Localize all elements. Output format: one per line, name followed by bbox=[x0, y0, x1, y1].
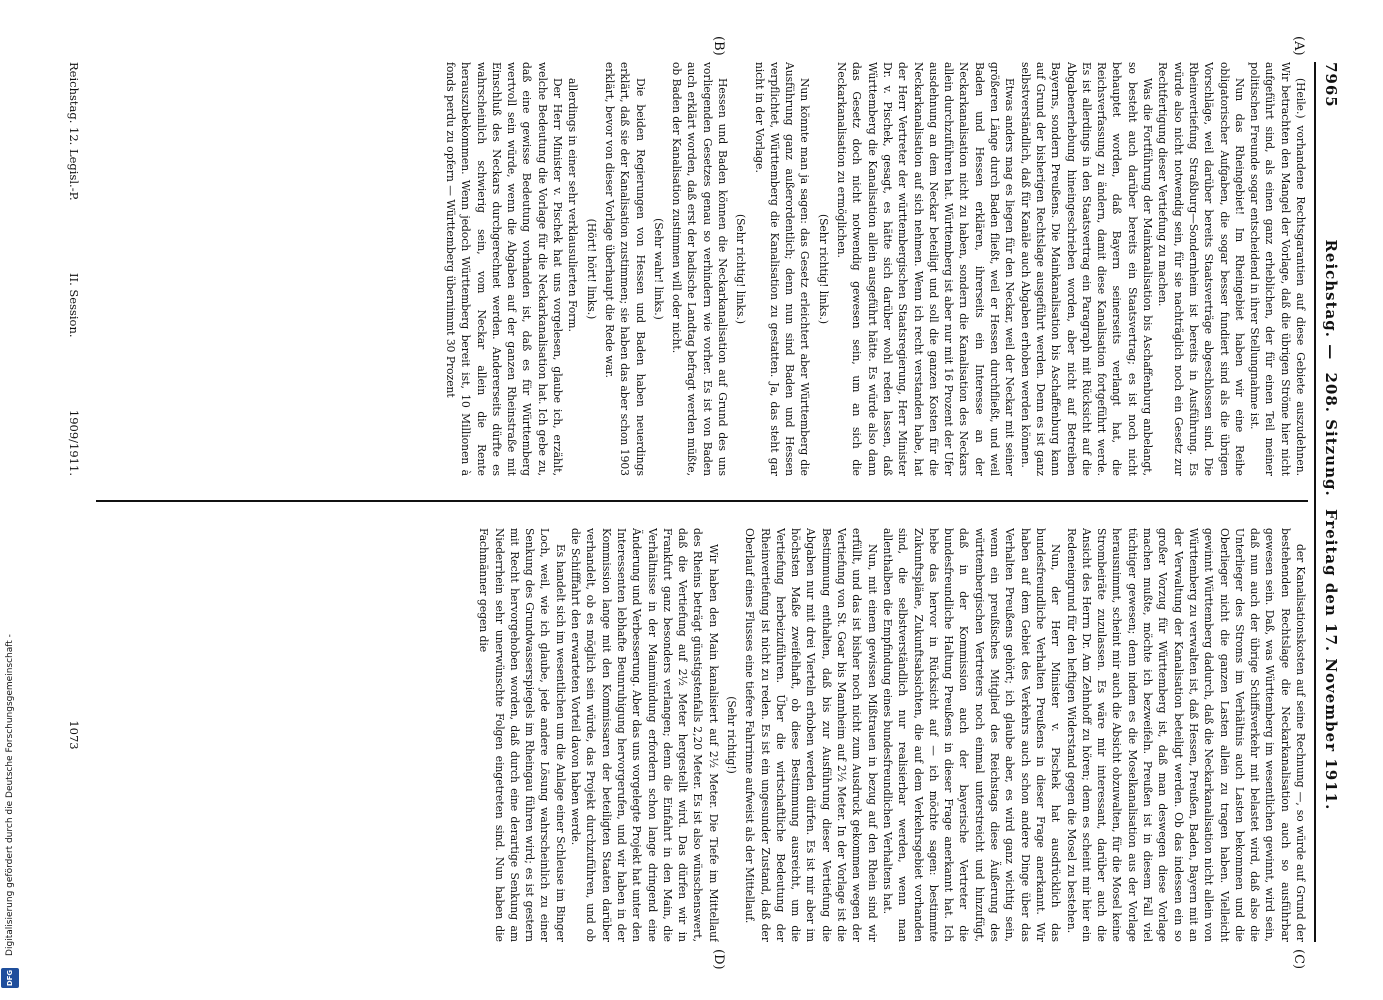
paragraph: Der Herr Minister v. Pischek hat uns vorgelesen, glaube ich, erzählt, welche Bedeutung die Vorlage für die Neckarkanalisation hat. Ich gebe zu, daß eine gewisse Bedeutung vorhanden ist, daß es für Württemberg wertvoll sein würde, wenn die Abgaben auf der ganzen Rheinstraße mit Einschluß des Neckars durchgerechnet werden. Andererseits dürfte es wahrscheinlich schwierig sein, vom Neckar allein die Rente herauszubekommen. Wenn jedoch Württemberg bereit ist, 10 Millionen à fonds perdu zu opfern — Württemberg übernimmt 30 Prozent bbox=[443, 62, 565, 476]
session-left: Reichstag. — bbox=[1322, 239, 1340, 361]
page-header bbox=[1314, 62, 1344, 942]
paragraph: Wir haben den Main kanalisiert auf 2½ Meter. Die Tiefe im Mittellauf des Rheins beträgt günstigstenfalls 2,20 Meter. Es ist also wünschenswert, daß die Vertiefung auf 2½ Meter hergestellt wird. Das dürfen wir in Frankfurt ganz besonders verlangen; denn die Einfahrt in den Main, die Verhältnisse in der Mainmündung erfordern schon lange dringend eine Änderung und Verbesserung. Aber das uns vorgelegte Projekt hat unter den Interessenten lebhafte Beunruhigung hervorgerufen, und wir haben in der Kommission lange mit den Kommissaren der beteiligten Staaten darüber verhandelt, ob es möglich sein würde, das Projekt durchzuführen, und ob die Schifffahrt den erwarteten Vorteil davon haben werde. bbox=[569, 528, 720, 942]
footer-session: II. Session. bbox=[67, 273, 81, 338]
session-heading bbox=[1322, 236, 1340, 813]
paragraph: allerdings in einer sehr verklausulierten Form. bbox=[566, 78, 580, 332]
footer-years: 1909/1911. bbox=[67, 409, 81, 476]
paragraph: Die beiden Regierungen von Hessen und Baden haben neuerdings erklärt, daß sie der Kanalisation zustimmen; sie haben das aber schon 1903 erklärt, bevor von dieser Vorlage überhaupt die Rede war. bbox=[602, 62, 647, 476]
right-text-column bbox=[96, 528, 1308, 942]
audience-reaction: (Sehr richtig! links.) bbox=[816, 213, 830, 325]
paragraph: Hessen und Baden können die Neckarkanalisation auf Grund des uns vorliegenden Gesetzes genau so verhindern wie vorher. Es ist von Baden auch erklärt worden, daß erst der badische Landtag befragt werden müßte, ob Baden der Kanalisation zustimmen will oder nicht. bbox=[670, 62, 730, 476]
footer-legislature: Reichstag. 12. Legisl.-P. bbox=[67, 62, 81, 201]
margin-marker-b: (B) bbox=[711, 36, 726, 56]
page-number: 7965 bbox=[1322, 62, 1340, 108]
paragraph: Was die Fortführung der Mainkanalisation bis Aschaffenburg anbelangt, so besteht auch darüber bereits ein Staatsvertrag; es ist noch nicht behauptet worden, daß Bayern seinerseits verlangt hat, die Reichsverfassung zu ändern, damit diese Kanalisation fortgeführt werde. Es ist allerdings in den Staatsvertrag ein Paragraph mit Rücksicht auf die Abgabenerhebung hineingeschrieben worden, aber nicht auf Betreiben Bayerns, sondern Preußens. Die Mainkanalisation bis Aschaffenburg kann auf Grund der bisherigen Rechtslage ausgeführt werden. Denn es ist ganz selbstverständlich, daß für Kanäle auch Abgaben erhoben werden können. bbox=[1018, 62, 1155, 476]
page-body bbox=[38, 36, 1368, 970]
paragraph: der Kanalisationskosten auf seine Rechnung —, so würde auf Grund der bestehenden Rechtslage die Neckarkanalisation auch so ausführbar gewesen sein. Daß, was Württemberg im wesentlichen gewinnt, wird sein, daß nun auch der übrige Schiffsverkehr mit belastet wird, daß also die Unterlieger des Stroms im Verhältnis auch Lasten bekommen und die Oberlieger nicht die ganzen Lasten allein zu tragen haben. Vielleicht gewinnt Württemberg dadurch, daß die Neckarkanalisation nicht allein von Württemberg zu verwalten ist, daß Hessen, Preußen, Baden, Bayern mit an der Verwaltung der Kanalisation beteiligt werden. Ob das indessen ein so großer Vorzug für Württemberg ist, daß man deswegen diese Vorlage machen mußte, möchte ich bezweifeln. Preußen ist in diesem Fall viel tüchtiger gewesen; denn indem es die Moselkanalisation aus der Vorlage herausnimmt, scheint mir auch die Absicht obzuwalten, für die Mosel keine Strombeiräte zuzulassen. Es wäre mir interessant, darüber auch die Ansicht des Herrn Dr. Am Zehnhoff zu hören; denn es scheint mir hier ein Redeneingrund für den heftigen Widerstand gegen die Mosel zu bestehen. bbox=[1064, 528, 1307, 942]
digitization-credit bbox=[2, 600, 18, 990]
audience-reaction: (Sehr wahr! links.) bbox=[651, 218, 665, 320]
audience-reaction: (Hört! hört! links.) bbox=[584, 218, 598, 320]
margin-marker-a: (A) bbox=[1291, 36, 1306, 56]
session-number: 208. Sitzung. bbox=[1322, 372, 1340, 497]
audience-reaction: (Sehr richtig!) bbox=[725, 696, 739, 774]
paragraph: Nun könnte man ja sagen: das Gesetz erleichtert aber Württemberg die Ausführung ganz außerordentlich; denn nun sind Baden und Hessen verpflichtet, Württemberg die Kanalisation zu gestatten. Ja, das steht gar nicht in der Vorlage. bbox=[752, 62, 812, 476]
column-divider bbox=[96, 500, 1308, 502]
paragraph: Nun, der Herr Minister v. Pischek hat ausdrücklich das bundesfreundliche Verhalten Preußens in dieser Frage anerkannt. Wir haben auf dem Gebiet des Verkehrs auch schon andere Dinge über das Verhalten Preußens gehört; ich glaube aber, es wird ganz wichtig sein, wenn ein preußisches Mitglied des Reichstags diese Äußerung des württembergischen Vertreters noch einmal unterstreicht und hinzufügt, daß in der Kommission auch der bayerische Vertreter die bundesfreundliche Haltung Preußens in dieser Frage anerkannt hat. Ich hebe das hervor in Rücksicht auf — ich möchte sagen: bestimmte Zukunftspläne, Zukunftsabsichten, die auf dem Verkehrsgebiet vorhanden sind, die selbstverständlich nur realisierbar werden, wenn man allenthalben die Empfindung eines bundesfreundlichen Verhaltens hat. bbox=[880, 528, 1063, 942]
left-text-column bbox=[96, 62, 1308, 476]
credit-text: Digitalisierung gefördert durch die Deutsche Forschungsgemeinschaft - bbox=[5, 634, 15, 956]
margin-marker-c: (C) bbox=[1291, 949, 1306, 970]
paragraph: Es handelt sich im wesentlichen um die Anlage einer Schleuse im Binger Loch, weil, wie ich glaube, jede andere Lösung wahrscheinlich zu einer Senkung des Grundwasserspiegels im Rheingau führen wird; es ist gestern mit Recht hervorgehoben worden, daß durch eine derartige Senkung am Niederrhein sehr unerwünschte Folgen eingetreten sind. Nun haben die Fachmänner gegen die bbox=[477, 528, 567, 942]
paragraph: (Heile.) vorhandene Rechtsgarantien auf diese Gebiete auszudehnen. Wir betrachten den Mangel der Vorlage, daß die übrigen Ströme hier nicht aufgeführt sind, als einen ganz erheblichen, der für einen Teil meiner politischen Freunde sogar entscheidend in ihrer Stellungnahme ist. bbox=[1248, 62, 1307, 476]
dfg-logo-text: DFG bbox=[6, 969, 14, 987]
audience-reaction: (Sehr richtig! links.) bbox=[734, 213, 748, 325]
page-footer-right: 1073 bbox=[67, 720, 81, 750]
margin-marker-d: (D) bbox=[711, 949, 726, 970]
dfg-logo-icon bbox=[1, 968, 19, 988]
paragraph: Nun, mit einem gewissen Mißtrauen in bezug auf den Rhein sind wir erfüllt, und das ist bisher noch nicht zum Ausdruck gekommen wegen der Vertiefung von St. Goar bis Mannheim auf 2½ Meter. In der Vorlage ist die Bestimmung enthalten, daß bis zur Ausführung dieser Vertiefung die Abgaben nur mit drei Vierteln erhoben werden dürfen. Es ist mir aber im höchsten Maße zweifelhaft, ob diese Bestimmung ausreicht, um die Vertiefung herbeizuführen. Über die wirtschaftliche Bedeutung der Rheinvertiefung ist nicht zu reden. Es ist ein ungesunder Zustand, daß der Oberlauf eines Flusses eine tiefere Fahrrinne aufweist als der Mittellauf. bbox=[743, 528, 879, 942]
paragraph: Etwas anders mag es liegen für den Neckar, weil der Neckar mit seiner größeren Länge durch Baden fließt, weil er Hessen durchfließt, und weil Baden und Hessen erklären, ihrerseits ein Interesse an der Neckarkanalisation nicht zu haben, sondern die Kanalisation des Neckars allein durchzuführen hat. Württemberg ist aber nur mit 16 Prozent der Ufer ausdehnung an dem Neckar beteiligt und soll die ganzen Kosten für die Neckarkanalisation auf sich nehmen. Wenn ich recht verstanden habe, hat der Herr Vertreter der württembergischen Staatsregierung, Herr Minister Dr. v. Pischek, gesagt, es hätte sich darüber wohl reden lassen, daß Württemberg die Kanalisation allein ausgeführt hätte. Es würde also dann das Gesetz doch nicht notwendig gewesen sein, um an sich die Neckarkanalisation zu ermöglichen. bbox=[835, 62, 1017, 476]
session-date: Freitag den 17. November 1911. bbox=[1322, 508, 1340, 811]
paragraph: Nun das Rheingebiet! Im Rheingebiet haben wir eine Reihe obligatorischer Aufgaben, die sogar besser fundiert sind als die übrigen Vorschläge, weil darüber bereits Staatsverträge abgeschlossen sind. Die Rheinvertiefung Straßburg—Sondernheim ist bereits in Ausführung. Es würde also nicht notwendig sein, für sie nachträglich noch ein Gesetz zur Rechtfertigung dieser Vertiefung zu machen. bbox=[1156, 62, 1246, 476]
page-footer-left bbox=[67, 62, 81, 476]
